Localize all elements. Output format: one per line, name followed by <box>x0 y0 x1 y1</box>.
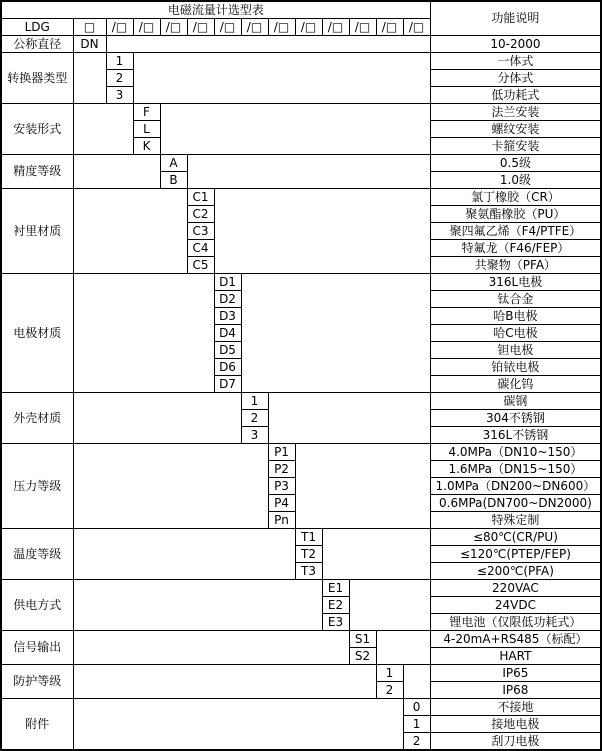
spacer-cell <box>73 580 322 631</box>
option-desc-cell: 螺纹安装 <box>430 121 601 138</box>
spacer-cell <box>73 665 376 699</box>
option-code-cell: D7 <box>214 376 241 393</box>
option-code-cell: D2 <box>214 291 241 308</box>
option-desc-cell: 不接地 <box>430 699 601 716</box>
spacer-cell <box>73 529 295 580</box>
option-code-cell: P1 <box>268 444 295 461</box>
code-box-cell: /□ <box>295 19 322 36</box>
function-column-header: 功能说明 <box>430 1 601 36</box>
code-box-cell: □ <box>73 19 106 36</box>
option-desc-cell: 哈B电极 <box>430 308 601 325</box>
code-box-cell: /□ <box>187 19 214 36</box>
section-label: 压力等级 <box>1 444 73 529</box>
option-code-cell: A <box>160 155 187 172</box>
spacer-cell <box>73 274 214 393</box>
option-desc-cell: 特殊定制 <box>430 512 601 529</box>
option-code-cell: P3 <box>268 478 295 495</box>
option-code-cell: DN <box>73 36 106 53</box>
section-label: 安装形式 <box>1 104 73 155</box>
option-desc-cell: 法兰安装 <box>430 104 601 121</box>
code-box-cell: /□ <box>106 19 133 36</box>
option-code-cell: 3 <box>106 87 133 104</box>
section-label: 温度等级 <box>1 529 73 580</box>
option-code-cell: B <box>160 172 187 189</box>
option-code-cell: C1 <box>187 189 214 206</box>
option-desc-cell: ≤120℃(PTEP/FEP) <box>430 546 601 563</box>
spacer-cell <box>73 444 268 529</box>
code-box-cell: /□ <box>322 19 349 36</box>
spacer-cell <box>268 393 430 444</box>
option-code-cell: L <box>133 121 160 138</box>
option-code-cell: 1 <box>106 53 133 70</box>
option-desc-cell: 刮刀电极 <box>430 733 601 751</box>
option-desc-cell: HART <box>430 648 601 665</box>
model-prefix-cell: LDG <box>1 19 73 36</box>
section-label: 精度等级 <box>1 155 73 189</box>
option-code-cell: D3 <box>214 308 241 325</box>
option-code-cell: D6 <box>214 359 241 376</box>
option-code-cell: C4 <box>187 240 214 257</box>
spacer-cell <box>376 631 430 665</box>
option-code-cell: 1 <box>241 393 268 410</box>
spacer-cell <box>106 36 430 53</box>
option-desc-cell: 一体式 <box>430 53 601 70</box>
option-desc-cell: 特氟龙（F46/FEP） <box>430 240 601 257</box>
option-code-cell: T1 <box>295 529 322 546</box>
option-code-cell: F <box>133 104 160 121</box>
spacer-cell <box>73 631 349 665</box>
option-code-cell: C2 <box>187 206 214 223</box>
spacer-cell <box>73 393 241 444</box>
option-desc-cell: ≤80℃(CR/PU) <box>430 529 601 546</box>
spacer-cell <box>295 444 430 529</box>
spacer-cell <box>187 155 430 189</box>
code-box-cell: /□ <box>349 19 376 36</box>
spacer-cell <box>73 53 106 104</box>
option-code-cell: D4 <box>214 325 241 342</box>
option-code-cell: K <box>133 138 160 155</box>
option-desc-cell: 锂电池（仅限低功耗式） <box>430 614 601 631</box>
option-desc-cell: 10-2000 <box>430 36 601 53</box>
option-desc-cell: 316L电极 <box>430 274 601 291</box>
code-box-cell: /□ <box>376 19 403 36</box>
option-desc-cell: 碳钢 <box>430 393 601 410</box>
section-label: 供电方式 <box>1 580 73 631</box>
option-code-cell: D1 <box>214 274 241 291</box>
option-code-cell: Pn <box>268 512 295 529</box>
option-code-cell: 3 <box>241 427 268 444</box>
code-box-cell: /□ <box>214 19 241 36</box>
table-title: 电磁流量计选型表 <box>1 1 430 19</box>
spacer-cell <box>403 665 430 699</box>
option-code-cell: D5 <box>214 342 241 359</box>
option-desc-cell: 分体式 <box>430 70 601 87</box>
option-desc-cell: 316L不锈钢 <box>430 427 601 444</box>
option-desc-cell: 4-20mA+RS485（标配） <box>430 631 601 648</box>
option-desc-cell: ≤200℃(PFA) <box>430 563 601 580</box>
option-desc-cell: 碳化钨 <box>430 376 601 393</box>
option-code-cell: C5 <box>187 257 214 274</box>
code-box-cell: /□ <box>133 19 160 36</box>
section-label: 电极材质 <box>1 274 73 393</box>
option-code-cell: T2 <box>295 546 322 563</box>
option-desc-cell: 304不锈钢 <box>430 410 601 427</box>
section-label: 转换器类型 <box>1 53 73 104</box>
option-desc-cell: 钽电极 <box>430 342 601 359</box>
spacer-cell <box>133 53 430 104</box>
spacer-cell <box>73 189 187 274</box>
spacer-cell <box>322 529 430 580</box>
option-desc-cell: 铂铱电极 <box>430 359 601 376</box>
option-code-cell: S1 <box>349 631 376 648</box>
option-desc-cell: 聚四氟乙烯（F4/PTFE） <box>430 223 601 240</box>
option-code-cell: 1 <box>403 716 430 733</box>
option-desc-cell: 卡箍安装 <box>430 138 601 155</box>
option-code-cell: P2 <box>268 461 295 478</box>
section-label: 外壳材质 <box>1 393 73 444</box>
option-desc-cell: 接地电极 <box>430 716 601 733</box>
option-desc-cell: 钛合金 <box>430 291 601 308</box>
code-box-cell: /□ <box>241 19 268 36</box>
option-desc-cell: 4.0MPa（DN10~150） <box>430 444 601 461</box>
option-desc-cell: 共聚物（PFA） <box>430 257 601 274</box>
selection-table-body <box>1 1 601 750</box>
option-code-cell: 1 <box>376 665 403 682</box>
option-code-cell: 2 <box>106 70 133 87</box>
option-desc-cell: 24VDC <box>430 597 601 614</box>
section-label: 附件 <box>1 699 73 751</box>
option-desc-cell: IP65 <box>430 665 601 682</box>
section-label: 衬里材质 <box>1 189 73 274</box>
code-box-cell: /□ <box>160 19 187 36</box>
code-box-cell: /□ <box>403 19 430 36</box>
option-code-cell: P4 <box>268 495 295 512</box>
spacer-cell <box>73 155 160 189</box>
option-code-cell: 2 <box>376 682 403 699</box>
option-desc-cell: 0.6MPa(DN700~DN2000) <box>430 495 601 512</box>
option-code-cell: E1 <box>322 580 349 597</box>
option-code-cell: 0 <box>403 699 430 716</box>
option-desc-cell: 哈C电极 <box>430 325 601 342</box>
option-desc-cell: 氯丁橡胶（CR） <box>430 189 601 206</box>
section-label: 信号输出 <box>1 631 73 665</box>
option-desc-cell: 1.6MPa（DN15~150） <box>430 461 601 478</box>
option-desc-cell: 0.5级 <box>430 155 601 172</box>
option-code-cell: S2 <box>349 648 376 665</box>
spacer-cell <box>214 189 430 274</box>
option-code-cell: E2 <box>322 597 349 614</box>
spacer-cell <box>349 580 430 631</box>
section-label: 防护等级 <box>1 665 73 699</box>
option-code-cell: 2 <box>241 410 268 427</box>
option-desc-cell: 低功耗式 <box>430 87 601 104</box>
option-desc-cell: 1.0MPa（DN200~DN600） <box>430 478 601 495</box>
spacer-cell <box>73 699 403 751</box>
option-code-cell: C3 <box>187 223 214 240</box>
option-desc-cell: 1.0级 <box>430 172 601 189</box>
spacer-cell <box>241 274 430 393</box>
option-code-cell: T3 <box>295 563 322 580</box>
option-code-cell: E3 <box>322 614 349 631</box>
spacer-cell <box>73 104 133 155</box>
option-desc-cell: 220VAC <box>430 580 601 597</box>
spacer-cell <box>160 104 430 155</box>
code-box-cell: /□ <box>268 19 295 36</box>
option-code-cell: 2 <box>403 733 430 751</box>
option-desc-cell: 聚氨酯橡胶（PU） <box>430 206 601 223</box>
option-desc-cell: IP68 <box>430 682 601 699</box>
section-label: 公称直径 <box>1 36 73 53</box>
